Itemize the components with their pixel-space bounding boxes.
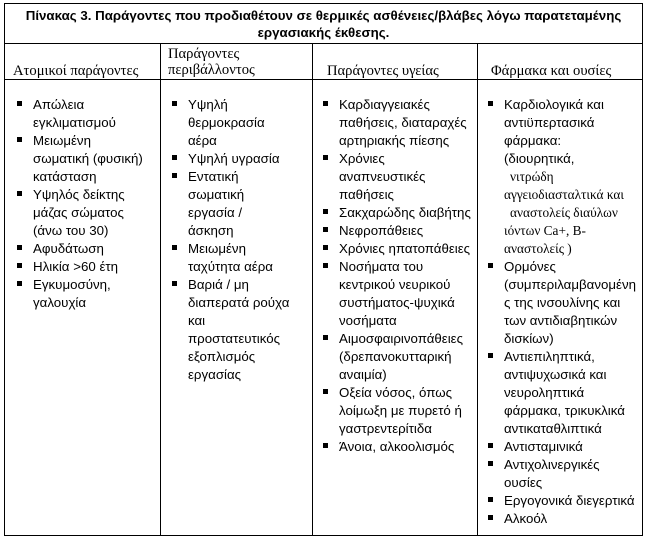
list-item-line: ς της ινσουλίνης και [504,295,621,310]
list-item-line: γαστρεντερίτιδα [339,421,432,436]
list-item-line: φάρμακα, τρικυκλικά [504,403,625,418]
caption-line-2: εργασιακής έκθεσης. [257,25,390,40]
list-item-line: αναστολείς ) [504,241,572,256]
list-item-line: Ορμόνες [504,259,556,274]
health-factors-cell [319,96,475,456]
list-item-line: Μειωμένη [33,133,91,148]
list-item [168,150,310,168]
header-divider [5,79,642,80]
list-item-line: Αντισταμινικά [504,439,583,454]
list-item-line: Αιμοσφαιρινοπάθειες [339,331,464,346]
list-item-line: ουσίες [504,475,543,490]
list-item-line: Εργογονικά διεγερτικά [504,493,635,508]
list-item-line: άσκηση [188,223,234,238]
list-item-line: παθήσεις [339,187,394,202]
list-item [13,276,158,312]
list-item-line: αντιϋπερτασικά [504,115,595,130]
caption-line-1: Πίνακας 3. Παράγοντες που προδιαθέτουν σε θερμικές ασθένειες/βλάβες λόγω παρατεταμένης [25,8,622,23]
list-item [319,330,475,384]
column-divider [160,44,161,535]
list-item [319,240,475,258]
column-divider [477,44,478,535]
list-item-line: Νοσήματα του [339,259,424,274]
list-item-line: σωματική (φυσική) [33,151,143,166]
environmental-factors-list [168,96,310,384]
list-item-line: (άνω του 30) [33,223,109,238]
list-item [168,240,310,276]
list-item [319,150,475,204]
list-item-line: μάζας σώματος [33,205,124,220]
list-item-line: Χρόνιες [339,151,385,166]
list-item-line: Αλκοόλ [504,511,548,526]
list-item-line: αναπνευστικές [339,169,426,184]
list-item-line: Καρδιολογικά και [504,97,604,112]
list-item [168,276,310,384]
list-item-line: Υψηλή [188,97,228,112]
list-item-line: Υψηλός δείκτης [33,187,125,202]
list-item-line: εγκλιματισμού [33,115,116,130]
list-item-line: αέρα [188,133,217,148]
header-environmental-line-2: περιβάλλοντος [168,62,255,78]
list-item-line: ταχύτητα αέρα [188,259,273,274]
list-item-line: αντικαταθλιπτικά [504,421,602,436]
list-item-line: (διουρητικά, [504,151,575,166]
list-item-line: εργασίας [188,367,242,382]
list-item [484,510,642,528]
list-item [168,168,310,240]
list-item-line: (δρεπανοκυτταρική [339,349,452,364]
list-item-line: θερμοκρασία [188,115,265,130]
header-drugs-substances: Φάρμακα και ουσίες [491,63,612,79]
list-item [13,258,158,276]
list-item-line: εργασία / [188,205,243,220]
list-item-line: προστατευτικός [188,331,281,346]
factors-table [4,3,643,536]
list-item-line: γαλουχία [33,295,87,310]
list-item-line: νιτρώδη [510,169,554,184]
list-item-line: νευροληπτικά [504,385,585,400]
list-item-line: παθήσεις, διαταραχές [339,115,467,130]
list-item-line: αναστολείς διαύλων [510,205,618,220]
list-item-line: Νεφροπάθειες [339,223,424,238]
list-item [484,96,642,258]
list-item [484,456,642,492]
list-item-line: συστήματος-ψυχικά [339,295,455,310]
list-item-line: (συμπεριλαμβανομένη [504,277,636,292]
list-item [484,438,642,456]
list-item-line: λοίμωξη με πυρετό ή [339,403,462,418]
column-divider [312,44,313,535]
list-item-line: Βαριά / μη [188,277,249,292]
list-item [484,348,642,438]
list-item-line: σωματική [188,187,245,202]
list-item-line: Καρδιαγγειακές [339,97,430,112]
health-factors-list [319,96,475,456]
list-item-line: Αφυδάτωση [33,241,104,256]
list-item [319,204,475,222]
list-item [319,438,475,456]
list-item-line: Οξεία νόσος, όπως [339,385,452,400]
environmental-factors-cell [168,96,310,384]
list-item [319,258,475,330]
list-item [13,186,158,240]
list-item-line: νοσήματα [339,313,397,328]
header-individual-factors: Ατομικοί παράγοντες [13,63,139,79]
list-item [319,222,475,240]
individual-factors-list [13,96,158,312]
list-item-line: Ηλικία >60 έτη [33,259,119,274]
list-item-line: αγγειοδιασταλτικά και [504,187,624,202]
drugs-substances-list [484,96,642,528]
list-item-line: αναιμία) [339,367,387,382]
list-item-line: των αντιδιαβητικών [504,313,618,328]
list-item-line: Μειωμένη [188,241,246,256]
list-item-line: δισκίων) [504,331,554,346]
header-environmental-factors [168,46,308,78]
list-item [319,384,475,438]
list-item [13,96,158,132]
list-item-line: κατάσταση [33,169,97,184]
list-item [484,258,642,348]
list-item-line: Αντιεπιληπτικά, [504,349,595,364]
list-item-line: Υψηλή υγρασία [188,151,280,166]
list-item [484,492,642,510]
list-item-line: Αντιχολινεργικές [504,457,600,472]
table-caption [5,4,642,44]
list-item-line: Σακχαρώδης διαβήτης [339,205,471,220]
header-environmental-line-1: Παράγοντες [168,46,240,62]
list-item-line: διαπερατά ρούχα [188,295,290,310]
drugs-substances-cell [484,96,642,528]
list-item-line: ιόντων Ca+, Β- [504,223,586,238]
individual-factors-cell [13,96,158,312]
list-item-line: αντιψυχωσικά και [504,367,607,382]
list-item-line: αρτηριακής πίεσης [339,133,450,148]
list-item-line: Απώλεια [33,97,85,112]
list-item-line: και [188,313,206,328]
list-item [13,132,158,186]
list-item [168,96,310,150]
list-item-line: φάρμακα: [504,133,562,148]
header-health-factors: Παράγοντες υγείας [327,63,439,79]
list-item-line: Εντατική [188,169,239,184]
list-item-line: Άνοια, αλκοολισμός [339,439,455,454]
list-item-line: εξοπλισμός [188,349,256,364]
list-item-line: Χρόνιες ηπατοπάθειες [339,241,471,256]
list-item [13,240,158,258]
list-item-line: κεντρικού νευρικού [339,277,451,292]
list-item-line: Εγκυμοσύνη, [33,277,111,292]
list-item [319,96,475,150]
